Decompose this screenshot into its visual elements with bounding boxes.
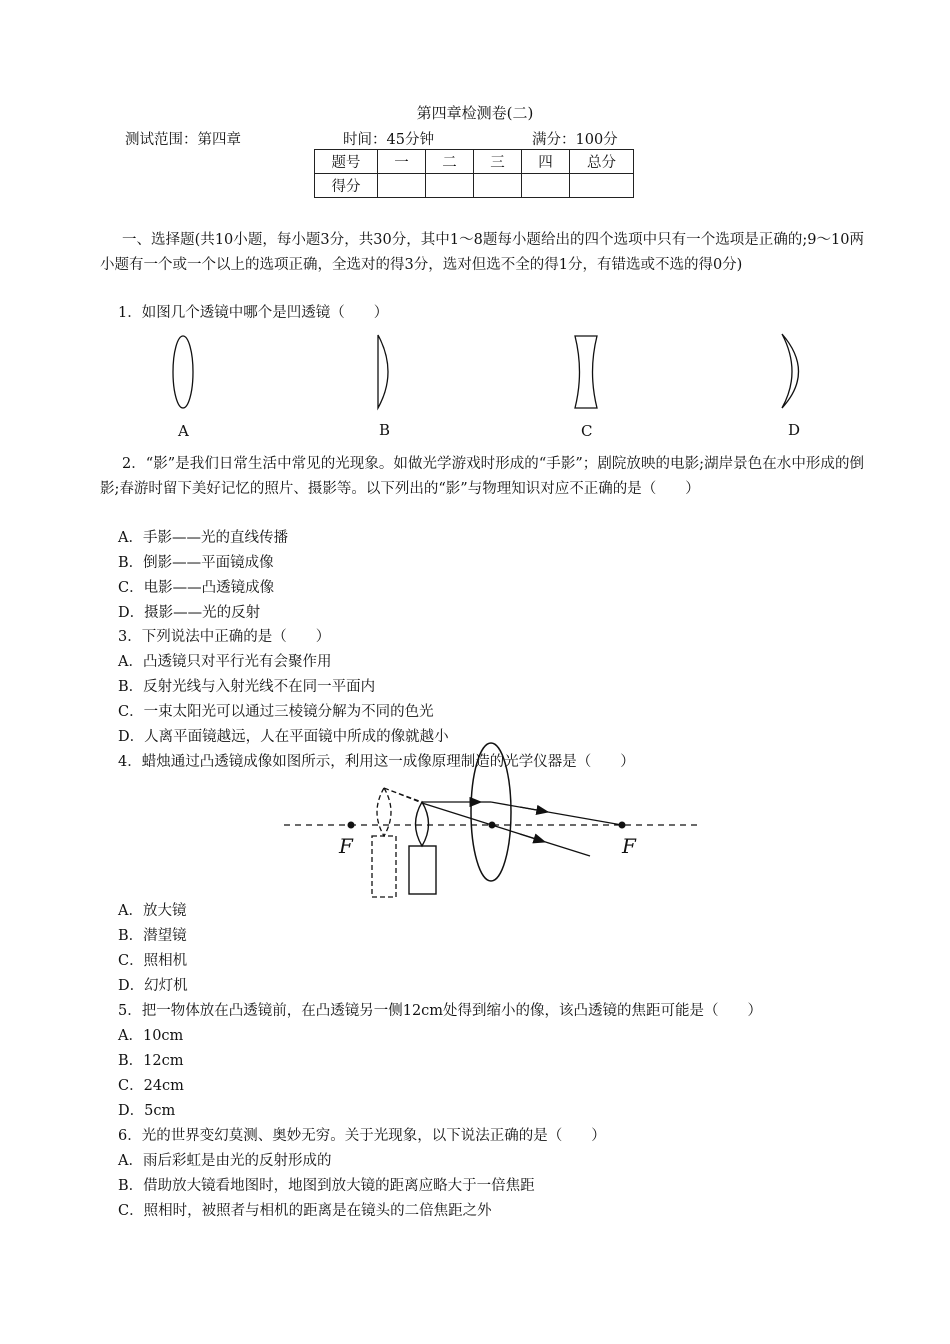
test-scope: 测试范围：第四章	[125, 132, 241, 148]
question-4-option: A．放大镜	[118, 903, 187, 919]
question-3-option: B．反射光线与入射光线不在同一平面内	[118, 679, 376, 695]
lens-label-a: A	[178, 422, 189, 440]
focal-point-left	[348, 822, 355, 829]
convex-lens	[471, 743, 511, 881]
question-4-stem: 4．蜡烛通过凸透镜成像如图所示，利用这一成像原理制造的光学仪器是（ ）	[118, 754, 635, 770]
lens-label-d: D	[788, 421, 801, 439]
virtual-image-flame	[377, 788, 391, 836]
full-score: 满分：100分	[532, 132, 618, 148]
question-6-stem: 6．光的世界变幻莫测、奥妙无穷。关于光现象，以下说法正确的是（ ）	[118, 1128, 606, 1144]
question-6-option: B．借助放大镜看地图时，地图到放大镜的距离应略大于一倍焦距	[118, 1178, 535, 1194]
table-cell: 一	[378, 150, 426, 174]
page-title: 第四章检测卷(二)	[416, 104, 534, 122]
question-6-option: A．雨后彩虹是由光的反射形成的	[118, 1153, 332, 1169]
ray-through-center	[422, 803, 590, 856]
table-cell: 题号	[315, 150, 378, 174]
question-3-option: D．人离平面镜越远，人在平面镜中所成的像就越小	[118, 729, 449, 745]
question-5-option: A．10cm	[118, 1028, 184, 1044]
focal-label-right: F	[622, 834, 636, 858]
question-5-option: B．12cm	[118, 1053, 184, 1069]
question-5-stem: 5．把一物体放在凸透镜前，在凸透镜另一侧12cm处得到缩小的像，该凸透镜的焦距可能是（ ）	[118, 1003, 763, 1019]
lens-label-c: C	[581, 422, 593, 440]
table-cell: 三	[474, 150, 522, 174]
question-5-option: D．5cm	[118, 1103, 176, 1119]
table-cell: 总分	[570, 150, 634, 174]
table-cell: 四	[522, 150, 570, 174]
table-cell: 得分	[315, 174, 378, 198]
section-intro: 一、选择题(共10小题，每小题3分，共30分，其中1～8题每小题给出的四个选项中只有一个选项是正确的;9～10两小题有一个或一个以上的选项正确，全选对的得3分，选对但选不全的得1分，有错选或不选的得0分)	[100, 232, 864, 273]
test-time: 时间：45分钟	[343, 132, 434, 148]
question-4-option: B．潜望镜	[118, 928, 187, 944]
question-4-option: D．幻灯机	[118, 978, 188, 994]
question-2-option: A．手影——光的直线传播	[118, 530, 288, 546]
question-3-stem: 3．下列说法中正确的是（ ）	[118, 629, 331, 645]
virtual-image-candle	[372, 836, 396, 897]
focal-label-left: F	[339, 834, 353, 858]
question-1-stem: 1．如图几个透镜中哪个是凹透镜（ ）	[118, 305, 389, 321]
question-2-option: C．电影——凸透镜成像	[118, 580, 275, 596]
question-5-option: C．24cm	[118, 1078, 184, 1094]
question-6-option: C．照相时，被照者与相机的距离是在镜头的二倍焦距之外	[118, 1203, 492, 1219]
table-cell: 二	[426, 150, 474, 174]
question-4-option: C．照相机	[118, 953, 188, 969]
candle-body	[409, 846, 436, 894]
lens-label-b: B	[379, 421, 391, 439]
question-3-option: C．一束太阳光可以通过三棱镜分解为不同的色光	[118, 704, 434, 720]
question-2-option: B．倒影——平面镜成像	[118, 555, 274, 571]
question-2-stem: 2．“影”是我们日常生活中常见的光现象。如做光学游戏时形成的“手影”；剧院放映的电影;湖岸景色在水中形成的倒影;春游时留下美好记忆的照片、摄影等。以下列出的“影”与物理知识对应不正确的是（ ）	[100, 456, 864, 497]
question-2-option: D．摄影——光的反射	[118, 605, 261, 621]
candle-flame	[416, 802, 429, 846]
question-3-option: A．凸透镜只对平行光有会聚作用	[118, 654, 332, 670]
